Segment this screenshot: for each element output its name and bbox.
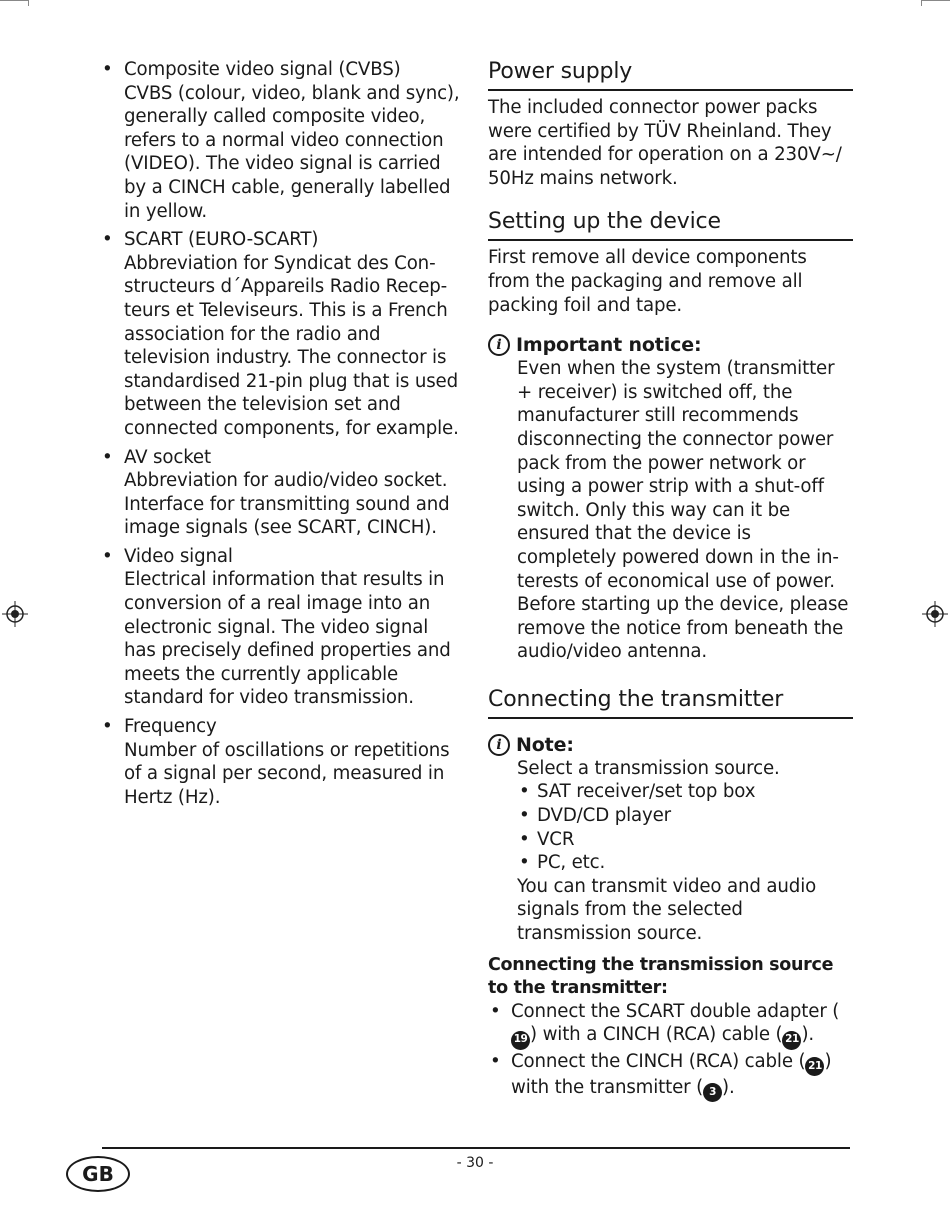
glossary-item-frequency: [102, 715, 462, 809]
step-text: ).: [722, 1076, 735, 1098]
list-item: [517, 851, 853, 875]
reference-number: 19: [511, 1031, 530, 1050]
note-title: Note:: [516, 733, 574, 756]
source-list: [488, 780, 853, 874]
step-text: Connect the SCART double adapter (: [511, 1000, 840, 1022]
glossary-item-av-socket: [102, 446, 462, 540]
bullet: •: [490, 1050, 501, 1072]
list-item-text: DVD/CD player: [537, 805, 671, 827]
notice-title: Important notice:: [516, 334, 702, 357]
crop-mark-top-left: [0, 0, 28, 1]
glossary-definition: Abbreviation for Syndicat des Constructeurs d´Appareils Radio Recepteurs et Televiseurs. This is a French association for the radio and television industry. The connector is standardised 21-pin plug that is used between the television set and connected components, for example.: [124, 252, 459, 439]
glossary-definition: Number of oscillations or repetitions of a signal per second, measured in Hertz (Hz).: [124, 739, 450, 808]
info-icon: i: [488, 334, 510, 356]
right-column: [488, 58, 853, 1120]
bullet: •: [102, 446, 113, 468]
section-heading: Power supply: [488, 58, 853, 91]
bullet: •: [519, 805, 530, 827]
glossary-definition: Electrical information that results in conversion of a real image into an electronic signal. The video signal has precisely defined properties and meets the currently applicable standard for video transmission.: [124, 569, 451, 709]
setting-up-section: [488, 208, 853, 664]
notice-text: Even when the system (transmitter + receiver) is switched off, the manufacturer still recommends disconnecting the connector power pack from the power network or using a power strip with a shut-off switch. Only this way can it be ensured that the device is completely powered down in the interests of economical use of power. Before starting up the device, please remove the notice from beneath the audio/video antenna.: [517, 358, 849, 663]
bullet: •: [102, 59, 113, 80]
glossary-item-cvbs: [102, 58, 462, 223]
glossary-item-scart: [102, 228, 462, 440]
step-item: [488, 1050, 853, 1103]
step-text: ) with the transmitter (: [511, 1050, 832, 1098]
glossary-term: Composite video signal (CVBS): [124, 59, 401, 80]
subheading: Connecting the transmission source to the transmitter:: [488, 954, 834, 998]
page-number: - 30 -: [456, 1155, 494, 1171]
paragraph: First remove all device components from the packaging and remove all packing foil and tape.: [488, 247, 807, 316]
step-item: [488, 1000, 853, 1050]
crop-mark-top-right: [922, 0, 950, 1]
section-heading: Connecting the transmitter: [488, 686, 853, 719]
list-item-text: VCR: [537, 828, 575, 850]
list-item-text: SAT receiver/set top box: [537, 781, 756, 803]
reference-number: 21: [782, 1031, 801, 1050]
connecting-section: [488, 686, 853, 1102]
step-list: [488, 1000, 853, 1102]
bullet: •: [490, 1000, 501, 1022]
reference-number: 3: [703, 1083, 722, 1102]
registration-mark-icon: [922, 601, 948, 627]
important-notice: [488, 333, 853, 664]
glossary-term: Frequency: [124, 716, 217, 738]
glossary-list: [102, 58, 462, 809]
power-supply-section: [488, 58, 853, 190]
glossary-term: AV socket: [124, 446, 211, 468]
glossary-definition: Abbreviation for audio/video socket. Interface for transmitting sound and image signals (see SCART, CINCH).: [124, 470, 450, 539]
glossary-term: Video signal: [124, 545, 233, 567]
bullet: •: [519, 828, 530, 850]
step-text: ) with a CINCH (RCA) cable (: [530, 1024, 783, 1046]
bullet: •: [102, 716, 113, 738]
language-badge: GB: [66, 1156, 130, 1192]
bullet: •: [519, 852, 530, 874]
note: [488, 733, 853, 946]
list-item-text: PC, etc.: [537, 852, 606, 874]
notice-title-row: [488, 333, 853, 357]
step-text: Connect the CINCH (RCA) cable (: [511, 1050, 806, 1072]
left-column: [102, 58, 462, 814]
step-text: ).: [801, 1024, 815, 1046]
glossary-definition: CVBS (colour, video, blank and sync), generally called composite video, refers to a normal video connection (VIDEO). The video signal is carried by a CINCH cable, generally labelled in yellow.: [124, 82, 460, 222]
crop-mark-top-right-v: [921, 0, 922, 6]
list-item: [517, 828, 853, 852]
glossary-term: SCART (EURO-SCART): [124, 229, 319, 251]
note-title-row: [488, 733, 853, 757]
list-item: [517, 780, 853, 804]
info-icon: i: [488, 734, 510, 756]
glossary-item-video-signal: [102, 545, 462, 710]
paragraph: The included connector power packs were certified by TÜV Rheinland. They are intended for operation on a 230V~/ 50Hz mains network.: [488, 97, 842, 189]
bullet: •: [519, 781, 530, 803]
crop-mark-top-left-v: [28, 0, 29, 6]
reference-number: 21: [805, 1057, 824, 1076]
bullet: •: [102, 545, 113, 567]
registration-mark-icon: [2, 601, 28, 627]
section-heading: Setting up the device: [488, 208, 853, 241]
bullet: •: [102, 229, 113, 251]
note-intro: Select a transmission source.: [517, 757, 780, 779]
footer-rule: [102, 1147, 850, 1149]
list-item: [517, 804, 853, 828]
note-outro: You can transmit video and audio signals from the selected transmission source.: [517, 875, 817, 945]
